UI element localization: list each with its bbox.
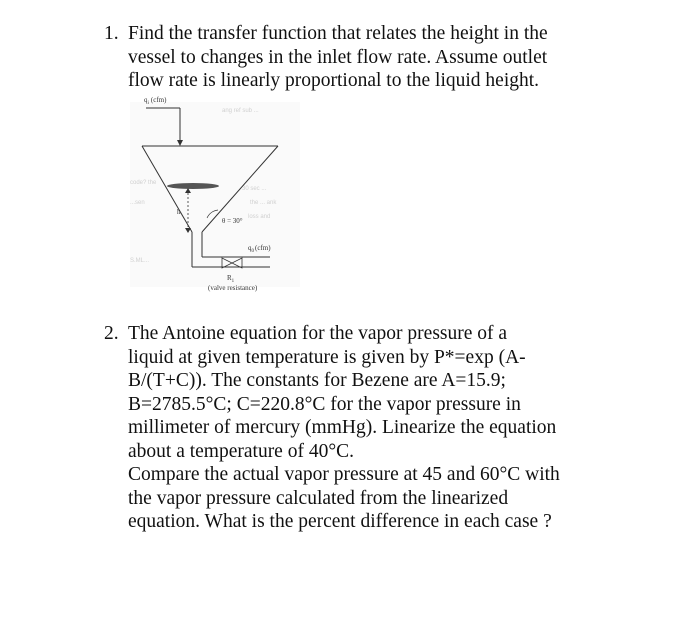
question-1 — [104, 22, 604, 93]
resistance-label: $R_1$ — [227, 274, 235, 284]
question-2-line: liquid at given temperature is given by P*=exp (A- — [128, 346, 526, 368]
svg-text:S.ML...: S.ML... — [130, 258, 150, 264]
valve-resistance-label: (valve resistance) — [208, 284, 258, 292]
question-2-line: about a temperature of 40°C. — [128, 440, 355, 462]
conical-tank-figure — [130, 92, 300, 292]
question-1-line: vessel to changes in the inlet flow rate. Assume outlet — [128, 46, 548, 68]
question-1-line: flow rate is linearly proportional to the liquid height. — [128, 70, 540, 91]
question-1-number: 1. — [104, 23, 119, 44]
question-2-text — [128, 322, 604, 534]
question-2-line: Compare the actual vapor pressure at 45 and 60°C with — [128, 464, 560, 485]
svg-text:the ... ank: the ... ank — [250, 200, 277, 206]
question-2-line: B/(T+C)). The constants for Bezene are A=15.9; — [128, 370, 506, 391]
svg-text:code? the: code? the — [130, 180, 157, 186]
question-2-line: The Antoine equation for the vapor pressure of a — [128, 323, 508, 344]
svg-text:ang ref sub ...: ang ref sub ... — [222, 108, 259, 114]
inlet-flow-label: $q_i$ (cfm) — [144, 96, 167, 106]
question-2-line: equation. What is the percent difference in each case ? — [128, 511, 552, 532]
question-1-line: Find the transfer function that relates the height in the — [128, 23, 548, 44]
question-2-number: 2. — [104, 323, 119, 344]
question-2-line: B=2785.5°C; C=220.8°C for the vapor pressure in — [128, 393, 521, 415]
svg-text:...sen: ...sen — [130, 200, 145, 206]
angle-label: θ = 30° — [222, 217, 243, 225]
svg-text:30 sec ...: 30 sec ... — [242, 186, 267, 192]
question-2 — [104, 322, 604, 534]
svg-text:loss and: loss and — [248, 214, 271, 220]
height-label: h — [177, 208, 181, 216]
question-2-line: millimeter of mercury (mmHg). Linearize the equation — [128, 417, 557, 438]
question-2-line: the vapor pressure calculated from the linearized — [128, 487, 509, 509]
outlet-flow-label: $q_0(cfm)$ — [248, 244, 271, 254]
question-1-text — [128, 22, 604, 93]
liquid-surface — [167, 183, 219, 189]
